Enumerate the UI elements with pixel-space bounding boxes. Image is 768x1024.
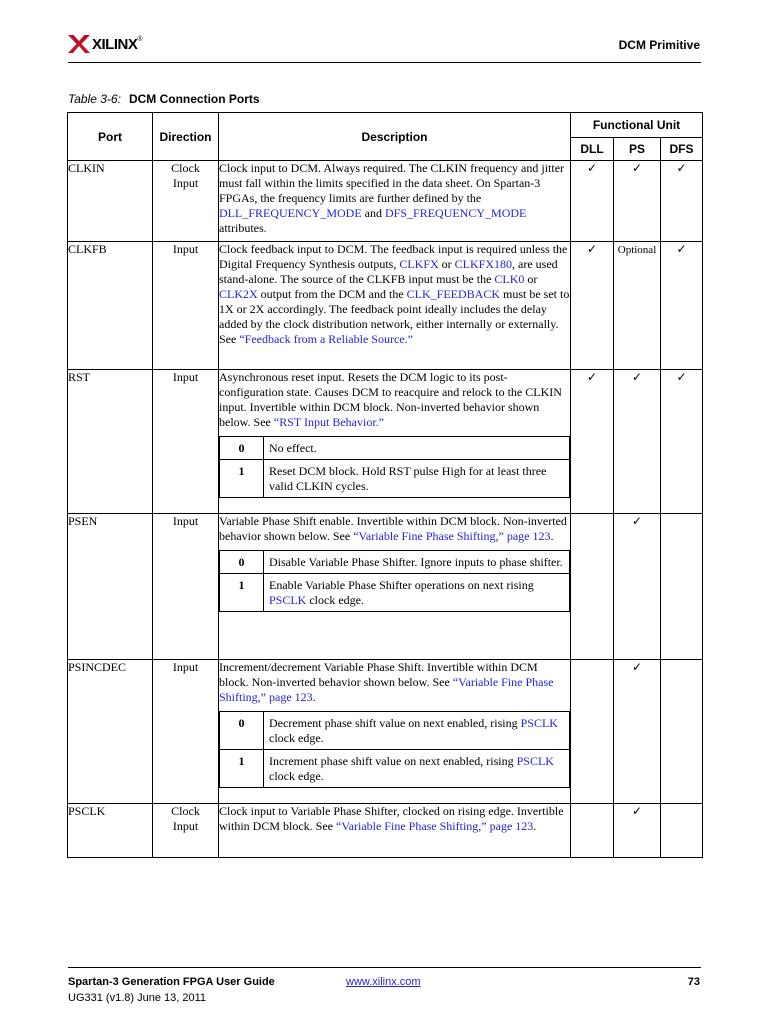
cross-reference-link[interactable]: CLK2X — [219, 287, 258, 301]
description-text: output from the DCM and the — [257, 287, 407, 301]
logo-wordmark: XILINX® — [92, 35, 143, 53]
checkmark-icon: ✓ — [676, 370, 687, 384]
port-cell: CLKIN — [68, 161, 153, 242]
ps-cell — [614, 161, 661, 242]
dcm-ports-table — [67, 112, 703, 858]
behavior-row — [220, 437, 570, 460]
table-caption — [68, 92, 260, 106]
dfs-cell — [661, 514, 703, 660]
behavior-text: Decrement phase shift value on next enabled, rising — [269, 716, 521, 730]
dll-cell — [571, 161, 614, 242]
behavior-value: 1 — [220, 460, 264, 498]
ps-cell — [614, 804, 661, 858]
cross-reference-link[interactable]: CLKFX180 — [454, 257, 513, 271]
description-text: . — [533, 819, 537, 833]
footer-guide-title: Spartan-3 Generation FPGA User Guide — [68, 976, 275, 988]
behavior-text: Enable Variable Phase Shifter operations on next rising — [269, 578, 534, 592]
optional-label: Optional — [617, 244, 657, 256]
behavior-subtable — [219, 550, 570, 612]
cross-reference-link[interactable]: CLK_FEEDBACK — [406, 287, 500, 301]
behavior-text: Disable Variable Phase Shifter. Ignore inputs to phase shifter. — [269, 555, 563, 569]
ps-cell — [614, 370, 661, 514]
header-divider — [68, 62, 701, 63]
checkmark-icon: ✓ — [631, 161, 643, 175]
header-dfs: DFS — [661, 138, 703, 161]
description-cell — [219, 161, 571, 242]
header-ps: PS — [614, 138, 661, 161]
port-cell: PSCLK — [68, 804, 153, 858]
behavior-description — [264, 437, 570, 460]
behavior-value: 0 — [220, 437, 264, 460]
behavior-row — [220, 574, 570, 612]
behavior-text: clock edge. — [306, 593, 364, 607]
behavior-row — [220, 750, 570, 788]
description-text: Variable Phase Shift enable. Invertible within DCM block. Non-inverted behavior shown below. See — [219, 514, 567, 543]
behavior-text: Increment phase shift value on next enabled, rising — [269, 754, 517, 768]
cross-reference-link[interactable]: DFS_FREQUENCY_MODE — [385, 206, 527, 220]
table-title: DCM Connection Ports — [128, 92, 260, 106]
dfs-cell — [661, 804, 703, 858]
table-row — [68, 514, 703, 660]
description-text: . — [550, 529, 554, 543]
description-cell — [219, 370, 571, 514]
page-number: 73 — [687, 976, 700, 988]
description-paragraph — [219, 242, 570, 347]
checkmark-icon: ✓ — [631, 370, 643, 384]
cross-reference-link[interactable]: CLK0 — [494, 272, 525, 286]
direction-cell: Clock Input — [153, 161, 219, 242]
dfs-cell — [661, 370, 703, 514]
dll-cell — [571, 804, 614, 858]
footer-url-link[interactable]: www.xilinx.com — [346, 976, 421, 988]
xilinx-logo-mark-icon — [68, 35, 90, 53]
description-text: and — [361, 206, 385, 220]
direction-cell: Input — [153, 370, 219, 514]
checkmark-icon: ✓ — [676, 161, 687, 175]
header-direction: Direction — [153, 113, 219, 161]
description-text: . — [312, 690, 316, 704]
dfs-cell — [661, 161, 703, 242]
checkmark-icon: ✓ — [676, 242, 687, 256]
description-paragraph — [219, 804, 570, 834]
ps-cell — [614, 242, 661, 370]
description-cell — [219, 514, 571, 660]
direction-cell: Clock Input — [153, 804, 219, 858]
description-text: or — [524, 272, 538, 286]
table-row — [68, 370, 703, 514]
description-paragraph — [219, 161, 570, 236]
direction-cell: Input — [153, 242, 219, 370]
behavior-description — [264, 750, 570, 788]
description-cell — [219, 804, 571, 858]
description-text: must be set to 1X or 2X accordingly. The feedback point ideally includes the delay added by the clock distribution network, either internally or externally. See — [219, 287, 570, 346]
table-row — [68, 660, 703, 804]
description-paragraph — [219, 370, 570, 430]
cross-reference-link[interactable]: “Variable Fine Phase Shifting,” page 123 — [219, 675, 554, 704]
behavior-description — [264, 574, 570, 612]
ps-cell — [614, 514, 661, 660]
header-functional-unit: Functional Unit — [571, 113, 703, 138]
checkmark-icon: ✓ — [586, 242, 598, 256]
description-cell — [219, 242, 571, 370]
dfs-cell — [661, 242, 703, 370]
description-text: attributes. — [219, 221, 267, 235]
behavior-description — [264, 712, 570, 750]
description-text: Clock input to DCM. Always required. The CLKIN frequency and jitter must fall within the limits specified in the data sheet. On Spartan-3 FPGAs, the frequency limits are further defined by the — [219, 161, 565, 205]
header-dll: DLL — [571, 138, 614, 161]
cross-reference-link[interactable]: DLL_FREQUENCY_MODE — [219, 206, 362, 220]
behavior-row — [220, 551, 570, 574]
behavior-description — [264, 551, 570, 574]
behavior-text: No effect. — [269, 441, 317, 455]
behavior-text: clock edge. — [269, 769, 324, 783]
footer-doc-id: UG331 (v1.8) June 13, 2011 — [68, 992, 206, 1004]
dll-cell — [571, 370, 614, 514]
cross-reference-link[interactable]: “Feedback from a Reliable Source.” — [239, 332, 413, 346]
description-cell — [219, 660, 571, 804]
direction-cell: Input — [153, 514, 219, 660]
cross-reference-link[interactable]: PSCLK — [269, 593, 307, 607]
description-text: Clock input to Variable Phase Shifter, clocked on rising edge. Invertible within DCM block. See — [219, 804, 564, 833]
behavior-value: 0 — [220, 551, 264, 574]
header-port: Port — [68, 113, 153, 161]
checkmark-icon: ✓ — [586, 370, 598, 384]
cross-reference-link[interactable]: PSCLK — [516, 754, 554, 768]
checkmark-icon: ✓ — [631, 514, 643, 528]
port-cell: RST — [68, 370, 153, 514]
behavior-subtable — [219, 436, 570, 498]
cross-reference-link[interactable]: “RST Input Behavior.” — [273, 415, 384, 429]
xilinx-logo — [68, 33, 142, 55]
description-text: or — [438, 257, 455, 271]
cross-reference-link[interactable]: CLKFX — [399, 257, 439, 271]
description-paragraph — [219, 514, 570, 544]
dll-cell — [571, 514, 614, 660]
description-text: Asynchronous reset input. Resets the DCM logic to its post-configuration state. Causes DCM to reacquire and relock to the CLKIN input. Invertible within DCM block. Non-inverted behavior shown below. See — [219, 370, 562, 429]
table-row — [68, 161, 703, 242]
footer-divider — [68, 967, 701, 968]
checkmark-icon: ✓ — [586, 161, 598, 175]
description-paragraph — [219, 660, 570, 705]
behavior-row — [220, 460, 570, 498]
dll-cell — [571, 242, 614, 370]
dfs-cell — [661, 660, 703, 804]
port-cell: CLKFB — [68, 242, 153, 370]
behavior-text: clock edge. — [269, 731, 324, 745]
behavior-description — [264, 460, 570, 498]
table-row — [68, 804, 703, 858]
description-text: Increment/decrement Variable Phase Shift. Invertible within DCM block. Non-inverted behavior shown below. See — [219, 660, 538, 689]
dll-cell — [571, 660, 614, 804]
port-cell: PSINCDEC — [68, 660, 153, 804]
port-cell: PSEN — [68, 514, 153, 660]
header-description: Description — [219, 113, 571, 161]
description-text: Clock feedback input to DCM. The feedback input is required unless the Digital Frequency Synthesis outputs, — [219, 242, 568, 271]
cross-reference-link[interactable]: PSCLK — [520, 716, 558, 730]
description-text: , are used stand-alone. The source of the CLKFB input must be the — [219, 257, 558, 286]
cross-reference-link[interactable]: “Variable Fine Phase Shifting,” page 123 — [353, 529, 551, 543]
behavior-row — [220, 712, 570, 750]
cross-reference-link[interactable]: “Variable Fine Phase Shifting,” page 123 — [336, 819, 534, 833]
checkmark-icon: ✓ — [631, 660, 643, 674]
checkmark-icon: ✓ — [631, 804, 643, 818]
behavior-value: 1 — [220, 750, 264, 788]
ps-cell — [614, 660, 661, 804]
behavior-value: 1 — [220, 574, 264, 612]
behavior-value: 0 — [220, 712, 264, 750]
table-row — [68, 242, 703, 370]
table-number: Table 3-6: — [68, 92, 121, 106]
direction-cell: Input — [153, 660, 219, 804]
behavior-text: Reset DCM block. Hold RST pulse High for at least three valid CLKIN cycles. — [269, 464, 547, 493]
behavior-subtable — [219, 711, 570, 788]
section-title: DCM Primitive — [618, 38, 700, 52]
